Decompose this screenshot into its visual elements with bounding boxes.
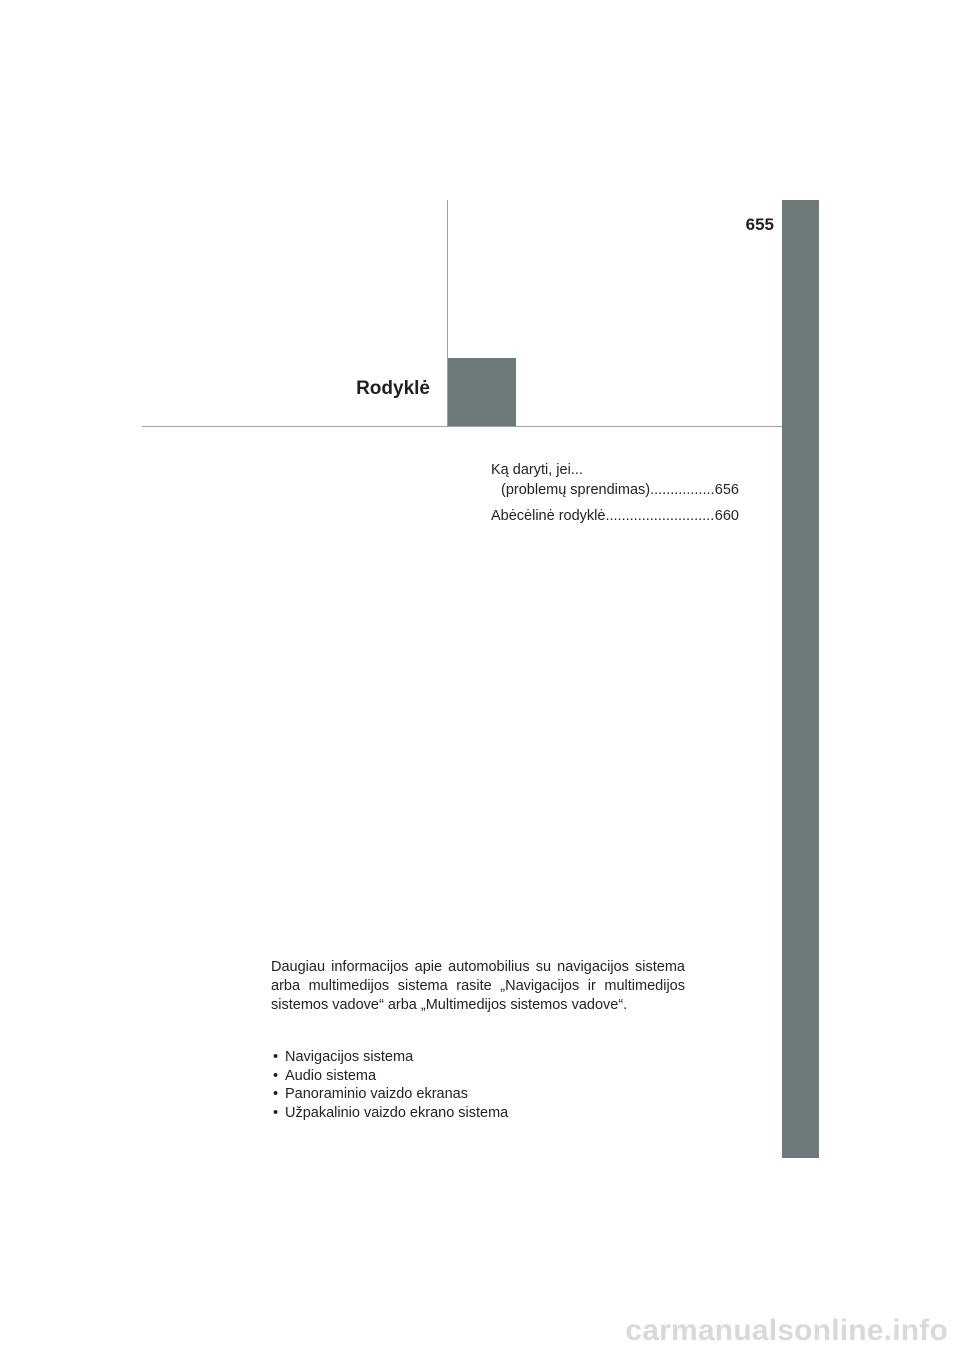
section-title: Rodyklė [356, 378, 430, 399]
toc-entry-sublabel: (problemų sprendimas) [501, 482, 651, 498]
list-item: • Užpakalinio vaizdo ekrano sistema [271, 1104, 691, 1123]
toc-leader-dots [650, 480, 715, 500]
list-item: • Navigacijos sistema [271, 1048, 691, 1067]
table-of-contents [491, 460, 739, 532]
list-item: • Audio sistema [271, 1067, 691, 1086]
horizontal-rule [142, 426, 782, 427]
toc-entry-label: Abėcėlinė rodyklė [491, 508, 606, 524]
toc-leader-dots [605, 506, 714, 526]
page-number: 655 [745, 215, 774, 234]
side-tab-bar [782, 200, 819, 1158]
list-item: • Panoraminio vaizdo ekranas [271, 1085, 691, 1104]
toc-entry-troubleshooting[interactable] [491, 460, 739, 500]
toc-entry-label: Ką daryti, jei... [491, 462, 583, 478]
section-marker-block [448, 358, 516, 426]
watermark-text: carmanualsonline.info [625, 1314, 948, 1347]
toc-entry-alphabetical-index[interactable] [491, 506, 739, 526]
systems-list [271, 1048, 691, 1122]
toc-entry-page: 656 [714, 482, 739, 498]
info-paragraph: Daugiau informacijos apie automobilius su navigacijos sistema arba multimedijos sistema rasite „Navigacijos ir multimedijos sistemos vadove“ arba „Multimedijos sistemos vadove“. [271, 959, 685, 1013]
toc-entry-page: 660 [714, 508, 739, 524]
